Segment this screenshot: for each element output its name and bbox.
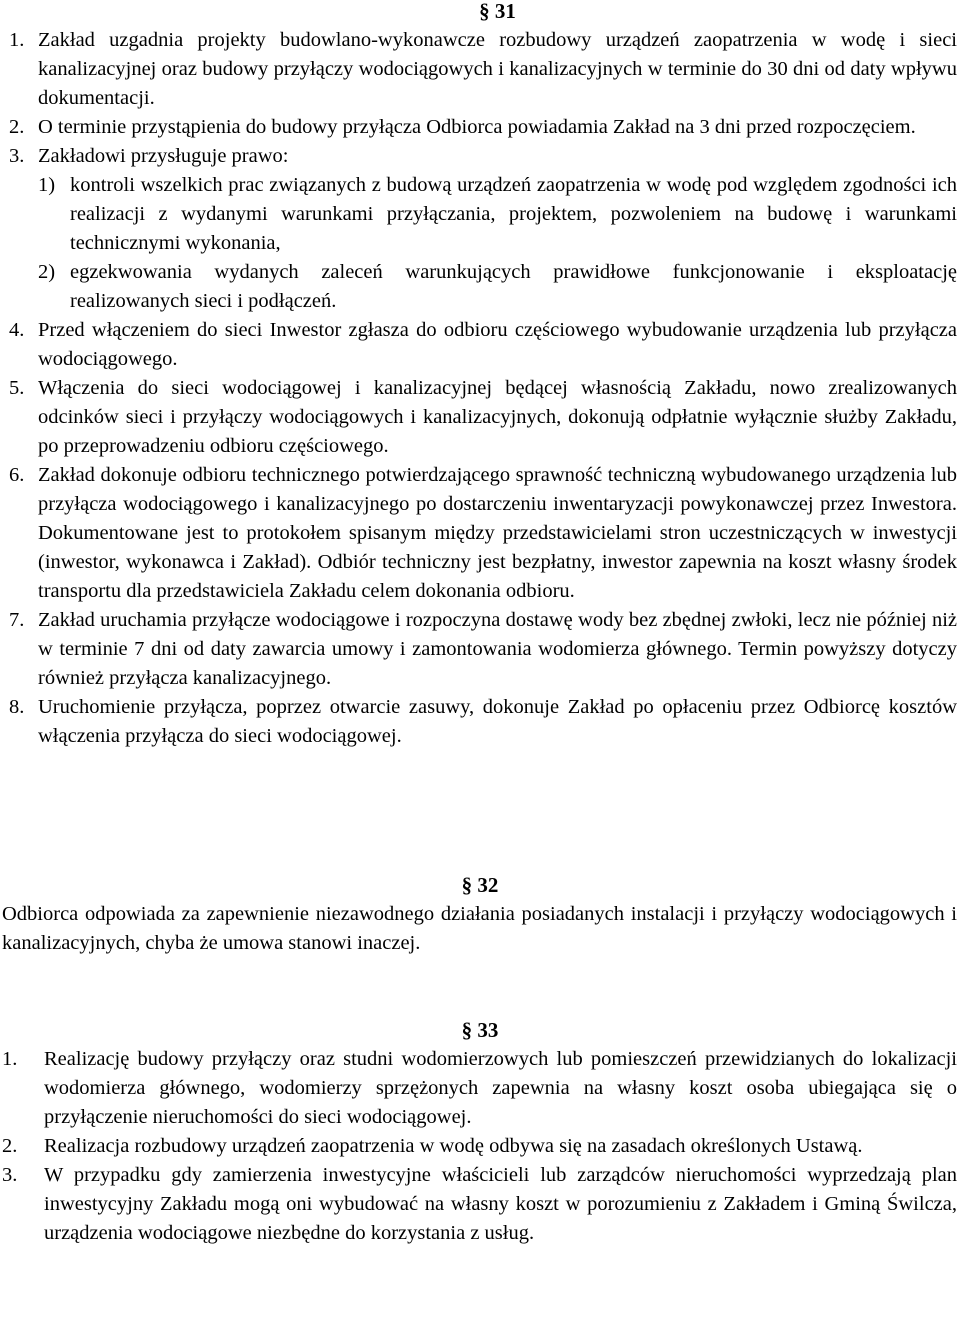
item-number: 4. xyxy=(9,319,25,341)
item-number: 2. xyxy=(9,116,25,138)
list-item xyxy=(9,113,957,142)
item-text: Uruchomienie przyłącza, poprzez otwarcie zasuwy, dokonuje Zakład po opłaceniu przez Odbiorcę kosztów włączenia przyłącza do sieci wodociągowej. xyxy=(38,696,957,747)
item-number: 3. xyxy=(2,1164,18,1186)
list-item xyxy=(2,1045,957,1132)
item-number: 5. xyxy=(9,377,25,399)
sub-list-item xyxy=(38,171,957,258)
item-number: 1. xyxy=(2,1048,18,1070)
item-text: Realizacja rozbudowy urządzeń zaopatrzenia w wodę odbywa się na zasadach określonych Ustawą. xyxy=(44,1135,863,1157)
list-item xyxy=(9,142,957,316)
item-number: 8. xyxy=(9,696,25,718)
list-item xyxy=(9,374,957,461)
item-text: Włączenia do sieci wodociągowej i kanalizacyjnej będącej własnością Zakładu, nowo zrealizowanych odcinków sieci i przyłączy wodociągowych i kanalizacyjnych, dokonują odpłatnie wyłącznie służby Zakładu, po przeprowadzeniu odbioru częściowego. xyxy=(38,377,957,457)
item-number: 3. xyxy=(9,145,25,167)
item-text: O terminie przystąpienia do budowy przyłącza Odbiorca powiadamia Zakład na 3 dni przed rozpoczęciem. xyxy=(38,116,916,138)
sub-list-item xyxy=(38,258,957,316)
sub-item-text: kontroli wszelkich prac związanych z budową urządzeń zaopatrzenia w wodę pod względem zgodności ich realizacji z wydanymi warunkami przyłączania, projektem, pozwoleniem na budowę i warunkami technicznymi wykonania, xyxy=(70,174,957,254)
item-text: Zakład uzgadnia projekty budowlano-wykonawcze rozbudowy urządzeń zaopatrzenia w wodę i sieci kanalizacyjnej oraz budowy przyłączy wodociągowych i kanalizacyjnych w terminie do 30 dni od daty wpływu dokumentacji. xyxy=(38,29,957,109)
item-text: Przed włączeniem do sieci Inwestor zgłasza do odbioru częściowego wybudowanie urządzenia lub przyłącza wodociągowego. xyxy=(38,319,957,370)
section-heading: § 33 xyxy=(461,1018,499,1042)
sub-item-number: 2) xyxy=(38,261,56,283)
section-33 xyxy=(0,1016,960,1248)
sub-list xyxy=(38,171,957,316)
list-item xyxy=(9,26,957,113)
list-item xyxy=(9,461,957,606)
item-text: Zakładowi przysługuje prawo: xyxy=(38,145,289,167)
list-item xyxy=(2,1161,957,1248)
item-number: 7. xyxy=(9,609,25,631)
section-heading: § 31 xyxy=(479,0,516,23)
list-item xyxy=(9,316,957,374)
item-text: Zakład dokonuje odbioru technicznego potwierdzającego sprawność techniczną wybudowanego urządzenia lub przyłącza wodociągowego i kanalizacyjnego po dostarczeniu inwentaryzacji powykonawczej przez Inwestora. Dokumentowane jest to protokołem spisanym między przedstawicielami stron uczestniczących w inwestycji (inwestor, wykonawca i Zakład). Odbiór techniczny jest bezpłatny, inwestor zapewnia na koszt własny środek transportu dla przedstawiciela Zakładu celem dokonania odbioru. xyxy=(38,464,957,602)
item-number: 2. xyxy=(2,1135,18,1157)
list-item xyxy=(9,693,957,751)
item-number: 1. xyxy=(9,29,25,51)
item-text: W przypadku gdy zamierzenia inwestycyjne właścicieli lub zarządców nieruchomości wyprzedzają plan inwestycyjny Zakładu mogą oni wybudować na własny koszt w porozumieniu z Zakładem i Gminą Świlcza, urządzenia wodociągowe niezbędne do korzystania z usług. xyxy=(44,1164,957,1244)
section-heading: § 32 xyxy=(461,873,499,897)
item-number: 6. xyxy=(9,464,25,486)
section-32 xyxy=(0,871,960,958)
list-item xyxy=(2,1132,957,1161)
item-text: Zakład uruchamia przyłącze wodociągowe i rozpoczyna dostawę wody bez zbędnej zwłoki, lecz nie później niż w terminie 7 dni od daty zawarcia umowy i zamontowania wodomierza głównego. Termin powyższy dotyczy również przyłącza kanalizacyjnego. xyxy=(38,609,957,689)
sub-item-number: 1) xyxy=(38,174,56,196)
item-body xyxy=(38,142,957,316)
section-paragraph: Odbiorca odpowiada za zapewnienie niezawodnego działania posiadanych instalacji i przyłączy wodociągowych i kanalizacyjnych, chyba że umowa stanowi inaczej. xyxy=(2,903,957,954)
item-text: Realizację budowy przyłączy oraz studni wodomierzowych lub pomieszczeń przewidzianych do lokalizacji wodomierza głównego, wodomierzy sprzężonych zapewnia na własny koszt osoba ubiegająca się o przyłączenie nieruchomości do sieci wodociągowej. xyxy=(44,1048,957,1128)
list-item xyxy=(9,606,957,693)
sub-item-text: egzekwowania wydanych zaleceń warunkujących prawidłowe funkcjonowanie i eksploatację realizowanych sieci i podłączeń. xyxy=(70,261,957,312)
